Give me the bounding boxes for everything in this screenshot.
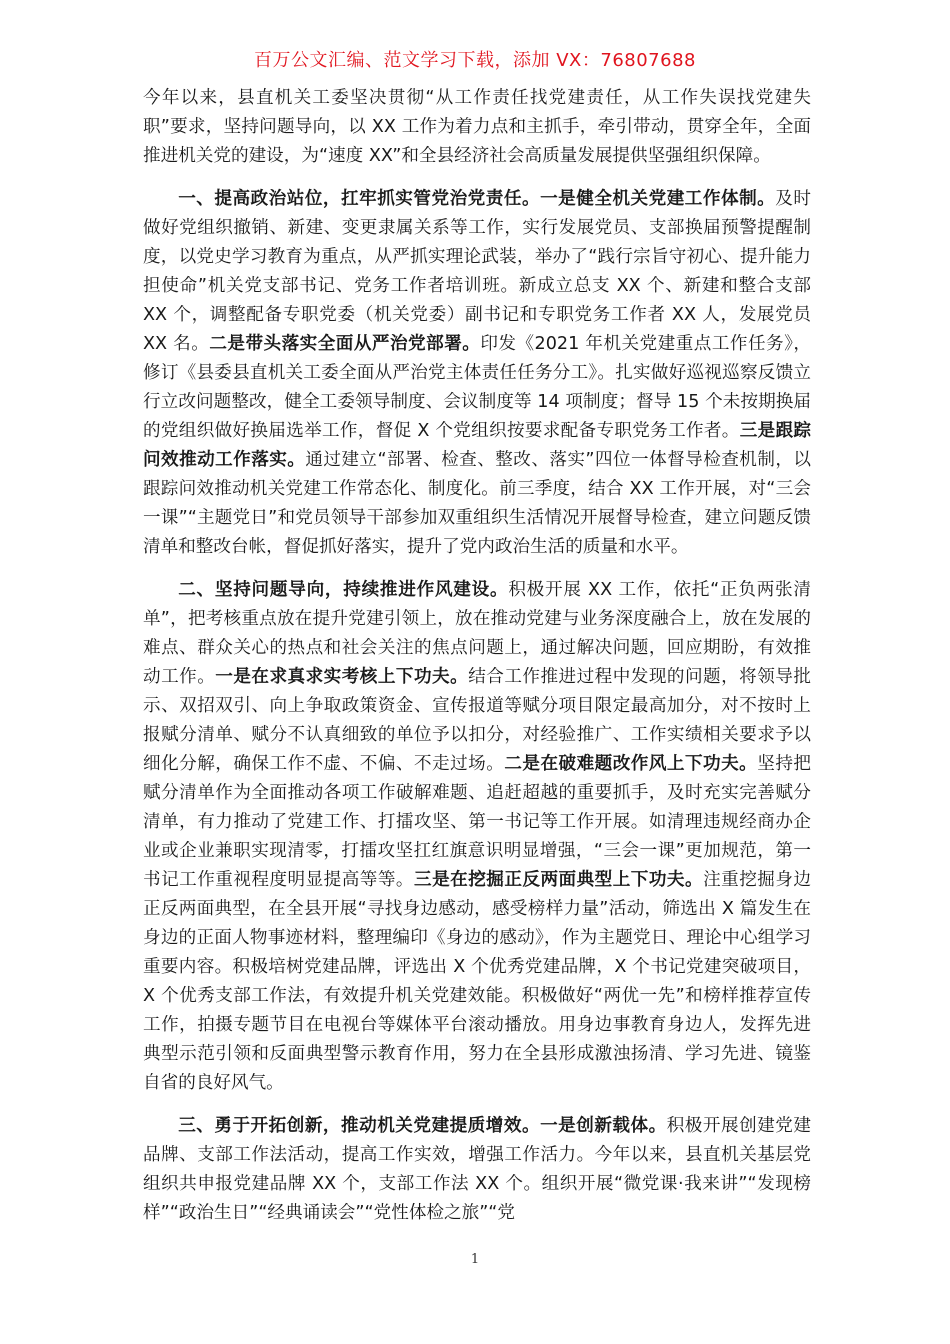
section-3-sub1-title: 一是创新载体。: [540, 1116, 667, 1136]
section-1-sub1-title: 一是健全机关党建工作体制。: [540, 189, 776, 209]
section-2-paragraph: [143, 576, 811, 1098]
section-2-sub2-title: 二是在破难题改作风上下功夫。: [504, 754, 758, 774]
section-1-sub1-text: 及时做好党组织撤销、新建、变更隶属关系等工作，实行发展党员、支部换届预警提醒制度，以党史学习教育为重点，从严抓实理论武装，举办了“践行宗旨守初心、提升能力担使命”机关党支部书记、党务工作者培训班。新成立总支 XX 个、新建和整合支部 XX 个，调整配备专职党委（机关党委）副书记和专职党务工作者 XX 人，发展党员 XX 名。: [143, 189, 811, 354]
section-2-sub2-text: 坚持把赋分清单作为全面推动各项工作破解难题、追赶超越的重要抓手，及时充实完善赋分清单，有力推动了党建工作、打擂攻坚、第一书记等工作开展。如清理违规经商办企业或企业兼职实现清零，打擂攻坚扛红旗意识明显增强，“三会一课”更加规范，第一书记工作重视程度明显提高等等。: [143, 754, 811, 890]
section-2-sub3-title: 三是在挖掘正反两面典型上下功夫。: [414, 870, 704, 890]
section-2-sub1-text: 结合工作推进过程中发现的问题，将领导批示、双招双引、向上争取政策资金、宣传报道等赋分项目限定最高加分，对不按时上报赋分清单、赋分不认真细致的单位予以扣分，对经验推广、工作实绩相关要求予以细化分解，确保工作不虚、不偏、不走过场。: [143, 667, 811, 774]
section-1-sub2-text: 印发《2021 年机关党建重点工作任务》，修订《县委县直机关工委全面从严治党主体责任任务分工》。扎实做好巡视巡察反馈立行立改问题整改，健全工委领导制度、会议制度等 14 项制度；督导 15 个未按期换届的党组织做好换届选举工作，督促 X 个党组织按要求配备专职党务工作者。: [143, 334, 811, 441]
section-2-lead: 积极开展 XX 工作，依托“正负两张清单”，把考核重点放在提升党建引领上，放在推动党建与业务深度融合上，放在发展的难点、群众关心的热点和社会关注的焦点问题上，通过解决问题，回应期盼，有效推动工作。: [143, 580, 811, 687]
section-1-sub3-text: 通过建立“部署、检查、整改、落实”四位一体督导检查机制，以跟踪问效推动机关党建工作常态化、制度化。前三季度，结合 XX 工作开展，对“三会一课”“主题党日”和党员领导干部参加双重组织生活情况开展督导检查，建立问题反馈清单和整改台帐，督促抓好落实，提升了党内政治生活的质量和水平。: [143, 450, 811, 557]
section-1-sub2-title: 二是带头落实全面从严治党部署。: [209, 334, 481, 354]
section-1-paragraph: [143, 185, 811, 562]
section-2-sub1-title: 一是在求真求实考核上下功夫。: [215, 667, 469, 687]
document-body: [143, 84, 811, 1228]
section-3-heading: 三、勇于开拓创新，推动机关党建提质增效。: [178, 1116, 541, 1136]
section-1-heading: 一、提高政治站位，扛牢抓实管党治党责任。: [178, 189, 541, 209]
page-number: 1: [470, 1252, 480, 1267]
section-1-sub3-title: 三是跟踪问效推动工作落实。: [143, 421, 811, 470]
section-3-sub1-text: 积极开展创建党建品牌、支部工作法活动，提高工作实效，增强工作活力。今年以来，县直机关基层党组织共申报党建品牌 XX 个，支部工作法 XX 个。组织开展“微党课·我来讲”“发现榜样”“政治生日”“经典诵读会”“党性体检之旅”“党: [143, 1116, 811, 1223]
section-3-paragraph: [143, 1112, 811, 1228]
intro-paragraph: 今年以来，县直机关工委坚决贯彻“从工作责任找党建责任，从工作失误找党建失职”要求，坚持问题导向，以 XX 工作为着力点和主抓手，牵引带动，贯穿全年，全面推进机关党的建设，为“速度 XX”和全县经济社会高质量发展提供坚强组织保障。: [143, 88, 811, 166]
section-2-heading: 二、坚持问题导向，持续推进作风建设。: [178, 580, 509, 600]
header-banner: 百万公文汇编、范文学习下载，添加 VX：76807688: [254, 50, 696, 71]
section-2-sub3-text: 注重挖掘身边正反两面典型，在全县开展“寻找身边感动，感受榜样力量”活动，筛选出 X 篇发生在身边的正面人物事迹材料，整理编印《身边的感动》，作为主题党日、理论中心组学习重要内容。积极培树党建品牌，评选出 X 个优秀党建品牌，X 个书记党建突破项目，X 个优秀支部工作法，有效提升机关党建效能。积极做好“两优一先”和榜样推荐宣传工作，拍摄专题节目在电视台等媒体平台滚动播放。用身边事教育身边人，发挥先进典型示范引领和反面典型警示教育作用，努力在全县形成激浊扬清、学习先进、镜鉴自省的良好风气。: [143, 870, 811, 1093]
